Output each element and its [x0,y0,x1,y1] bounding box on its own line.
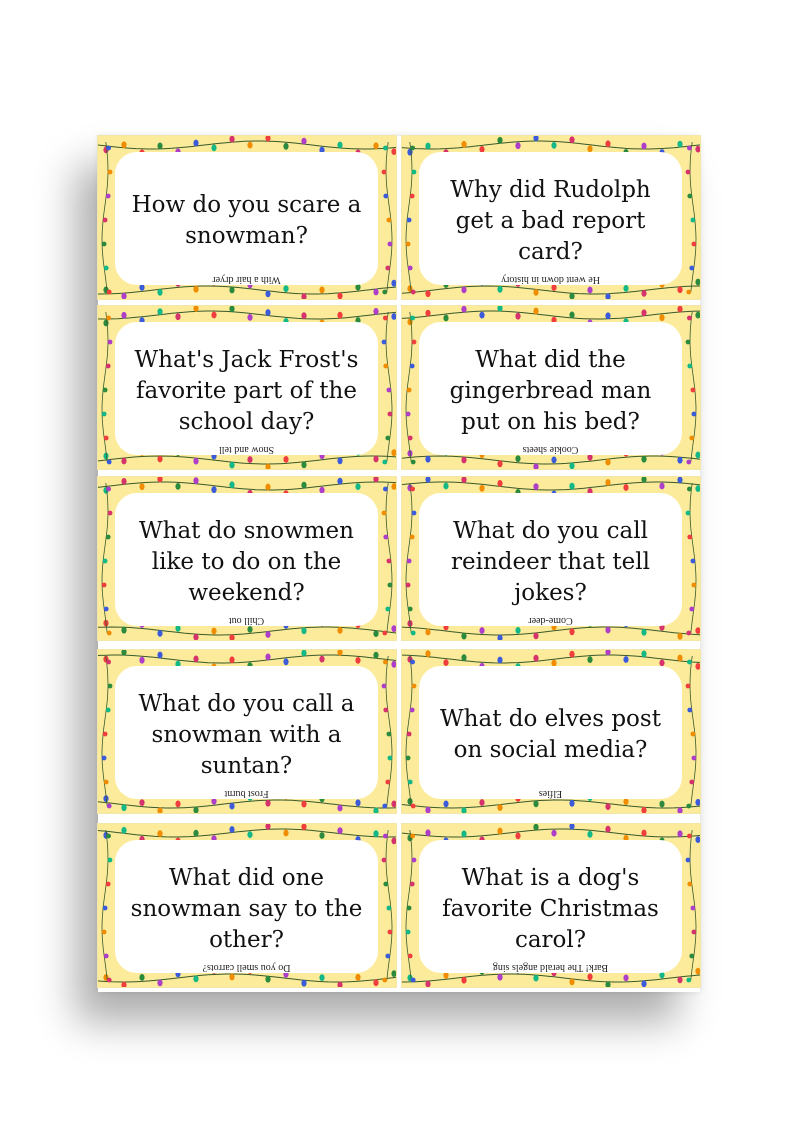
joke-card [98,306,396,469]
joke-answer: Cookie sheets [522,444,579,455]
joke-answer: With a hair dryer [212,274,281,285]
joke-question: What is a dog's favorite Christmas carol? [442,864,659,953]
joke-question: What do elves post on social media? [440,706,661,763]
joke-card [402,306,700,469]
joke-question: What did the gingerbread man put on his bed? [449,346,652,435]
joke-question: What do you call a snowman with a suntan? [138,690,355,779]
joke-answer: Do you smell carrots? [202,962,291,973]
joke-answer: Elfies [538,788,563,799]
joke-card [98,824,396,987]
joke-card [402,477,700,640]
joke-question: How do you scare a snowman? [131,192,362,249]
joke-card [98,477,396,640]
joke-answer: Bark! The herald angels sing [492,962,609,973]
joke-card [98,136,396,299]
joke-card [402,136,700,299]
joke-question: What's Jack Frost's favorite part of the school day? [134,346,359,435]
joke-question: What do you call reindeer that tell jokes? [451,517,650,606]
joke-answer: Chill out [228,615,265,626]
joke-question: What did one snowman say to the other? [130,864,363,953]
joke-question: What do snowmen like to do on the weekend? [139,517,354,606]
joke-answer: Snow and tell [219,444,274,455]
joke-answer: Frost burnt [224,788,269,799]
joke-answer: Come-deer [528,615,573,626]
joke-card [402,650,700,813]
joke-card [402,824,700,987]
joke-question: Why did Rudolph get a bad report card? [450,176,651,265]
joke-card [98,650,396,813]
printable-sheet [98,136,700,992]
joke-answer: He went down in history [501,274,600,285]
